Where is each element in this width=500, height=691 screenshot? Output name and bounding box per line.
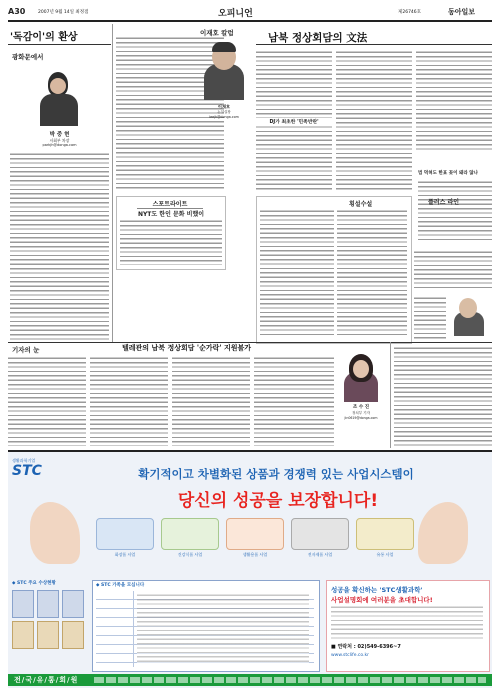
author-photo [36,68,82,126]
product-row [96,518,414,566]
product-label: 화장품 사업 [114,552,136,557]
award-image [62,590,84,618]
divider [256,44,492,45]
table-divider [133,591,134,667]
sports-box [116,196,226,270]
hwangsul-title: 횡설수설 [349,201,373,208]
award-image [62,621,84,649]
hwangsul-box [256,196,412,344]
issue-number: 제26746호 [398,10,422,15]
page-header [8,6,492,20]
product-label: 건강식품 사업 [177,552,203,557]
recruit-table [92,580,320,672]
reporter-name: 조 수 진 [352,405,370,410]
article-body [414,250,492,290]
article-body [254,356,334,446]
ad-footer-band [8,674,492,686]
author-name: 박 중 현 [49,132,70,138]
electronics-image [291,518,349,550]
awards-title: ◆ STC 주요 수상현황 [12,581,56,586]
bottom-title: 텔레관의 남북 정상회담 '순가락' 지원불가 [122,343,251,352]
hand-right-image [418,502,468,564]
article-body [260,209,334,337]
article-body [414,296,446,340]
awards-panel [12,580,84,660]
sports-box-body [120,219,222,265]
website-link[interactable]: www.stclife.co.kr [331,653,369,658]
product-card[interactable] [226,518,284,566]
table-text [137,593,309,665]
product-card[interactable] [356,518,414,566]
award-image [12,621,34,649]
page-number: A30 [8,7,26,16]
kicker: 광화문에서 [12,53,44,61]
household-image [226,518,284,550]
stc-logo [12,458,52,484]
seminar-line1: 성공을 확신하는 'STC생활과학' [331,586,423,594]
article-body [416,50,492,150]
paper-name: 동아일보 [448,8,476,16]
seminar-panel [326,580,490,672]
product-label: 유통 사업 [376,552,394,557]
columnist-name: 이재호 [217,104,231,109]
seminar-line2: 사업설명회에 여러분을 초대합니다! [331,596,433,604]
article-body [10,152,109,340]
article-body [90,356,168,446]
product-label: 전자제품 사업 [307,552,333,557]
author-photo [448,296,488,336]
article-body [336,50,412,190]
award-image [37,590,59,618]
right-column-title: 남북 정상회담의 文法 [268,32,368,44]
column-rule [112,24,113,342]
reporter-title: 정치부 기자 [351,411,371,415]
distribution-image [356,518,414,550]
product-card[interactable] [291,518,349,566]
column-rule [390,342,391,448]
advertisement[interactable] [8,450,492,688]
award-image [37,621,59,649]
reporter-photo [338,352,384,402]
divider [8,44,111,45]
recruit-table-title: ◆ STC 가족을 모십니다 [96,583,145,588]
sports-box-headline: NYT도 한인 문화 비했이 [137,211,205,218]
left-column-title: '독감이'의 환상 [10,32,78,43]
product-card[interactable] [161,518,219,566]
reporter-email: jin0619@donga.com [344,416,378,420]
phone-number[interactable]: 02)549-6396~7 [357,644,401,650]
cosmetics-image [96,518,154,550]
sports-box-title: 스포트라이트 [137,199,203,209]
ad-subhead: 당신의 성공을 보장합니다! [177,491,379,511]
health-food-image [161,518,219,550]
article-body [172,356,250,446]
footer-label: 전/국/유/통/회/원 [14,676,79,684]
columnist-photo [196,40,252,100]
columnist-email: leejh@donga.com [209,115,239,119]
author-title: 사회부 차장 [49,138,70,143]
author-email: parkjh@donga.com [42,143,77,147]
subhead: DJ가 최초한 '민족반란' [256,118,332,125]
stc-logo-caption: 생활과학기업 [12,458,36,463]
section-title: 오피니언 [218,9,253,19]
plus-title: 플러스 라인 [428,199,460,206]
product-card[interactable] [96,518,154,566]
issue-date: 2007년 9월 14일 최정점 [38,10,89,15]
phone-label: ■ 연락처 : [331,644,356,650]
article-body [418,180,492,242]
column-kicker: 이재호 칼럼 [200,29,234,37]
ad-headline: 확기적이고 차별화된 상품과 경쟁력 있는 사업시스템이 [138,467,414,481]
subhead: 법 먹혀도 한표 꽂이 돼라 않나 [418,170,490,176]
header-rule [8,20,492,22]
article-body [337,209,407,337]
hand-left-image [30,502,80,564]
award-image [12,590,34,618]
left-column [8,24,111,342]
article-body [8,356,86,446]
reporter-kicker: 기자의 눈 [12,346,40,354]
seminar-text [331,605,483,639]
article-body [394,346,492,446]
member-list [94,677,486,683]
stc-logo-text: STC [12,463,42,479]
product-label: 생활용품 사업 [242,552,268,557]
columnist-title: 논설실장 [217,110,231,114]
